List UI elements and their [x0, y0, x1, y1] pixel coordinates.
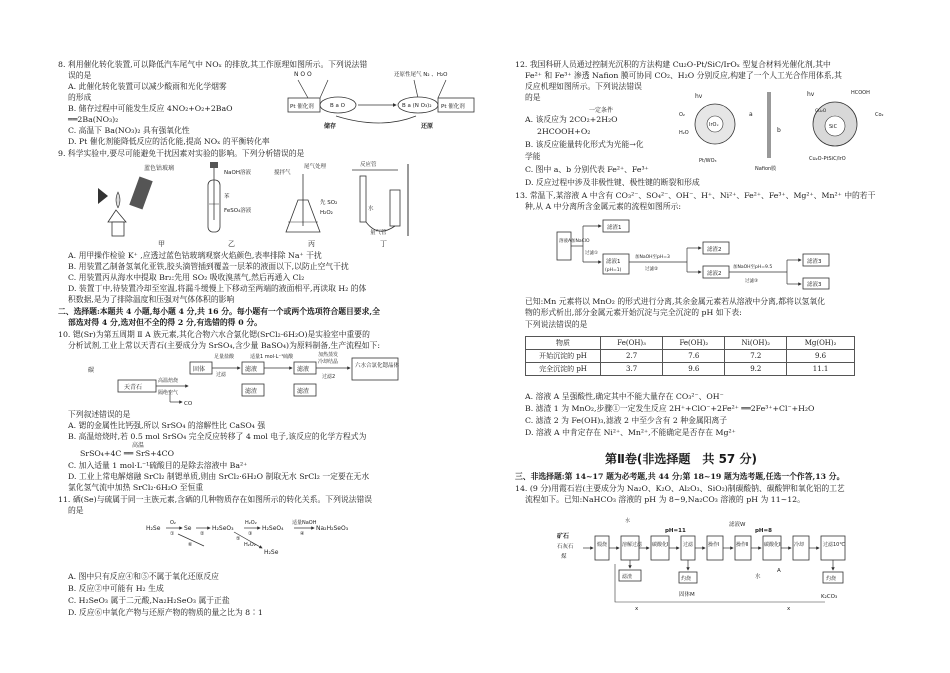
q10-filter: 过滤 [216, 372, 227, 378]
q8-fig-pt1: Pt 催化剂 [290, 104, 314, 110]
table-cell: 9.6 [787, 350, 855, 363]
q13-option-d: D. 溶液 A 中肯定存在 Ni²⁺、Mn²⁺,不能确定是否存在 Mg²⁺ [525, 428, 736, 437]
q14-k2co3: K₂CO₃ [821, 594, 838, 600]
q9-stem: 9. 科学实验中,要尽可能避免干扰因素对实验的影响。下列分析错误的是 [58, 149, 305, 158]
q8-option-b: B. 储存过程中可能发生反应 4NO₂+O₂+2BaO [68, 104, 233, 113]
table-cell: 11.1 [787, 363, 855, 376]
q13-stem-1: 13. 常温下,某溶液 A 中含有 CO₃²⁻、SO₄²⁻、OH⁻、H⁺、Ni²⁺、Fe²⁺、Fe³⁺、Mg²⁺、Mn²⁺ 中的若干 [515, 191, 876, 200]
q11-h2se: H₂Se [146, 525, 161, 532]
q9-option-c: C. 用装置丙从海水中提取 Br₂:先用 SO₂ 吸收溴蒸气,然后再通入 Cl₂ [68, 273, 305, 282]
q11-h2o2b: H₂O₂ [244, 542, 256, 548]
q13-filtrate2: 滤液2 [707, 271, 722, 277]
q13-filtrate3: 滤液3 [807, 282, 822, 288]
q12-fig-o2: O₂ [679, 112, 685, 118]
q9-fig-so2: 先 SO₂ [320, 200, 338, 206]
q9-figure [98, 160, 428, 248]
q13-ph1: (pH=1) [605, 268, 622, 273]
q10-stem-1: 10. 锶(Sr)为第五周期 Ⅱ A 族元素,其化合物六水合氯化锶(SrCl₂·6H₂O)是实验室中重要的 [58, 330, 370, 339]
q9-fig-a: 甲 [158, 240, 165, 248]
q9-fig-sulfur: H₂O₂ [320, 210, 333, 216]
q8-option-b2: ══2Ba(NO₃)₂ [68, 115, 119, 124]
q11-option-a: A. 图中只有反应④和⑤不属于氧化还原反应 [68, 572, 219, 581]
q10-filtrate: 滤液 [245, 366, 258, 373]
q9-fig-b: 乙 [228, 240, 235, 248]
q14-op3: 碳酸化Ⅱ [764, 542, 782, 548]
q13-f1: 滤渣1 [607, 225, 622, 231]
q8-fig-pt2: Pt 催化剂 [441, 104, 465, 110]
table-row [526, 363, 855, 376]
q14-solidm: 固体M [679, 592, 695, 598]
q8-stem-2: 误的是 [68, 71, 92, 80]
table-header-cell: 物质 [526, 337, 601, 350]
q9-fig-tail: 尾气处理 [304, 164, 327, 170]
q12-option-a: A. 该反应为 2CO₂+2H₂O [525, 115, 618, 124]
table-header-cell: Ni(OH)₂ [725, 337, 787, 350]
q10-solid: 固体 [193, 366, 206, 373]
section2-title: 二、选择题:本题共 4 小题,每小题 4 分,共 16 分。每小题有一个或两个选项符合题目要求,全 [58, 307, 380, 316]
q14-x2: x [787, 606, 791, 612]
q9-fig-reactor: 反应管 [360, 162, 377, 168]
q8-option-d: D. Pt 催化剂能降低反应的活化能,提高 NOₓ 的平衡转化率 [68, 137, 270, 146]
q12-stem-2: Fe²⁺ 和 Fe³⁺ 渗透 Nafion 膜可协同 CO₂、H₂O 分别反应,构建了一个人工光合作用体系,其 [525, 71, 842, 80]
q8-fig-bano: B a (N O₃)₂ [402, 103, 432, 109]
q14-water2: 水 [755, 574, 761, 580]
q11-stem-1: 11. 硒(Se)与硫属于同一主族元素,含硒的几种物质存在如图所示的转化关系。下列说法错误 [58, 495, 373, 504]
q10-acid: 适量1 mol·L⁻¹硫酸 [250, 354, 294, 360]
q11-h2seo4: H₂SeO₄ [262, 525, 284, 532]
q9-fig-h2o: 水 [368, 206, 374, 212]
q9-fig-stir: 搅拌气 [274, 170, 291, 176]
q10-option-b-eq: SrSO₄+4C ══ SrS+4CO [80, 449, 174, 458]
q11-na2seo3: Na₂H₂SeO₃ [316, 525, 349, 532]
q12-stem-3: 反应机理如图所示。下列说法错误 [525, 82, 642, 91]
q14-ph8: pH=8 [755, 528, 772, 534]
q11-o2: O₂ [170, 520, 176, 526]
q11-naoh: 适量NaOH [292, 520, 317, 526]
q13-ask: 下列说法错误的是 [525, 320, 588, 329]
q13-f2: 滤渣2 [707, 247, 722, 253]
q14-dissolve: 溶解过滤 [622, 542, 643, 548]
q10-coal: 碳 [88, 367, 95, 374]
table-cell: 9.2 [725, 363, 787, 376]
table-header-cell: Mg(OH)₂ [787, 337, 855, 350]
q11-s1: ① [170, 531, 175, 537]
q12-option-d: D. 反应过程中涉及非极性键、极性键的断裂和形成 [525, 178, 700, 187]
q12-fig-h2o: H₂O [679, 130, 689, 136]
q14-stem-1: 14. (9 分)用霞石岩(主要成分为 Na₂O、K₂O、Al₂O₃、SiO₂)制碳酸钠、碳酸钾和氧化铝的工艺 [515, 484, 845, 493]
q12-stem-1: 12. 我国科研人员通过控制光沉积的方法构建 Cu₂O-Pt/SiC/IrOₓ 型复合材料光催化剂,其中 [515, 60, 831, 69]
q13-a: 溶液A [559, 239, 572, 244]
q11-option-d: D. 反应⑥中氧化产物与还原产物的物质的量之比为 8∶1 [68, 608, 263, 617]
q13-ph95: 加NaOH至pH=9.5 [733, 265, 773, 270]
q10-ore: 天青石 [124, 384, 143, 391]
q9-option-a: A. 用甲操作检验 K⁺ ,应透过蓝色钴玻璃观察火焰颜色,表率排除 Na⁺ 干扰 [68, 251, 322, 260]
q9-fig-naoh: NaOH溶液 [224, 170, 251, 176]
q12-stem-4: 的是 [525, 93, 541, 102]
q10-condition: 高温 [132, 442, 145, 449]
q13-option-c: C. 滤渣 2 为 Fe(OH)₃,滤液 2 中至少含有 2 种金属阳离子 [525, 416, 728, 425]
q12-fig-b: b [777, 127, 781, 134]
q11-option-b: B. 反应②中可能有 H₂ 生成 [68, 584, 164, 593]
q14-cool: 冷却 [794, 542, 805, 548]
table-cell: 9.6 [663, 363, 725, 376]
q14-op1: 操作Ⅰ [708, 542, 720, 548]
q12-fig-cu: Cu₂O-PtSiC/IrO [809, 156, 846, 162]
q11-s2: ② [200, 531, 205, 537]
q13-option-a: A. 溶液 A 呈强酸性,确定其中不能大量存在 CO₃²⁻、OH⁻ [525, 392, 724, 401]
q12-fig-hcooh: HCOOH [851, 90, 870, 96]
q14-a: A [777, 568, 781, 574]
table-cell: 7.6 [663, 350, 725, 363]
q11-s6: ⑥ [188, 542, 193, 548]
q12-fig-hv1: hv [695, 93, 703, 100]
q12-option-b: B. 该反应能量转化形式为光能→化 [525, 140, 644, 149]
q10-slag: 滤渣 [297, 388, 310, 395]
q14-coal: 煤 [561, 554, 567, 560]
q12-fig-co2: Co₂ [875, 112, 884, 118]
q14-ore: 矿石 [557, 533, 570, 540]
section2-title-2: 部选对得 4 分,选对但不全的得 2 分,有选错的得 0 分。 [68, 318, 262, 327]
q13-ph-table [525, 336, 855, 376]
q10-co: CO [184, 401, 193, 407]
q8-stem-1: 8. 利用催化转化装置,可以降低汽车尾气中 NOₓ 的排放,其工作原理如图所示。下列说法错 [58, 60, 368, 69]
q13-step3: 过滤③ [745, 279, 759, 284]
table-cell: 开始沉淀的 pH [526, 350, 601, 363]
q14-filter: 过滤 [683, 542, 694, 548]
q13-f3: 滤渣3 [807, 259, 822, 265]
q8-fig-store: 储存 [324, 123, 337, 130]
q11-chain [144, 516, 364, 558]
q10-evap: 加热蒸发 [318, 352, 339, 358]
q9-option-b: B. 用装置乙制备氢氧化亚铁,胶头滴管插到覆盖一层苯的液面以下,以防止空气干扰 [68, 262, 349, 271]
q10-option-c: C. 加入适量 1 mol·L⁻¹硫酸目的是除去溶液中 Ba²⁺ [68, 461, 248, 470]
part2-title: 第Ⅱ卷(非选择题 共 57 分) [605, 452, 757, 466]
q13-step2: 过滤② [645, 267, 659, 272]
q14-burn: 灼烧 [681, 576, 692, 582]
q10-calc: 高温焙烧 [158, 378, 179, 384]
table-header-cell: Fe(OH)₃ [601, 337, 663, 350]
q10-stem-2: 分析试剂,工业上常以天青石(主要成分为 SrSO₄,含少量 BaSO₄)为原料制备,生产流程如下: [68, 341, 380, 350]
q14-x: x [635, 606, 639, 612]
q13-stem-2: 种,从 A 中分离所含金属元素的流程如图所示: [525, 202, 682, 211]
table-header-cell: Fe(OH)₂ [663, 337, 725, 350]
q9-fig-c: 丙 [308, 240, 315, 248]
q8-figure [286, 68, 486, 132]
q10-option-d: D. 工业上常电解熔融 SrCl₂ 制锶单质,则由 SrCl₂·6H₂O 制取无水 SrCl₂ 一定要在无水 [68, 472, 370, 481]
q11-s3: ③ [248, 531, 253, 537]
q8-fig-no: N O O [294, 71, 312, 78]
q10-product: 六水合氯化锶晶体 [355, 363, 400, 369]
q10-leach: 足量盐酸 [214, 354, 235, 360]
q14-ph11: pH=11 [665, 528, 686, 534]
q10-residue: 滤渣 [245, 388, 258, 395]
q13-flow [555, 212, 845, 290]
q8-option-a2: 的形成 [68, 93, 92, 102]
q12-fig-nafion: Nafion膜 [755, 166, 777, 172]
table-cell: 完全沉淀的 pH [526, 363, 601, 376]
q14-filter10: 过滤10℃ [823, 542, 845, 548]
q14-liquid: 滤液W [729, 522, 746, 528]
q12-fig-a: a [749, 111, 753, 118]
q9-fig-d: 丁 [380, 240, 387, 248]
q14-op2: 操作Ⅱ [736, 542, 749, 548]
table-cell: 7.2 [725, 350, 787, 363]
q13-ph3: 加NaOH至pH=3 [635, 255, 670, 260]
table-header-row [526, 337, 855, 350]
q12-condition: 一定条件 [589, 107, 614, 114]
q11-h2seo3: H₂SeO₃ [212, 525, 234, 532]
q14-lime: 石灰石 [557, 544, 574, 550]
q10-option-d2: 氯化氢气流中加热 SrCl₂·6H₂O 至恒重 [68, 483, 204, 492]
q8-fig-bao: B a O [330, 103, 345, 109]
q12-fig-pt: Pt/WO₃ [699, 158, 717, 164]
table-cell: 2.7 [601, 350, 663, 363]
q13-option-b: B. 滤渣 1 为 MnO₂,步骤①一定发生反应 2H⁺+ClO⁻+2Fe²⁺ ══2Fe³⁺+Cl⁻+H₂O [525, 404, 815, 413]
q12-fig-cu2: Cu₂O [815, 109, 827, 114]
q10-filt2: 过滤2 [322, 374, 336, 380]
q10-filtrate2: 滤液 [297, 366, 310, 373]
q12-option-a2: 2HCOOH+O₂ [537, 127, 591, 136]
q9-fig-benzene: 苯 [224, 194, 230, 200]
q12-fig-sic: SiC [829, 124, 838, 130]
q14-residue: 滤渣 [622, 574, 633, 580]
q9-fig-glass: 蓝色钴玻璃 [144, 165, 175, 172]
q12-option-b2: 学能 [525, 152, 541, 161]
q11-s4: ④ [300, 531, 305, 537]
q13-note-1: 已知:Mn 元素将以 MnO₂ 的形式进行分离,其余金属元素若从溶液中分离,都将以氢氧化 [525, 297, 826, 306]
q11-stem-2: 的是 [68, 506, 84, 515]
q11-s5: ⑤ [236, 536, 241, 542]
q13-filtrate1: 滤液1 [606, 259, 621, 265]
q11-se: Se [184, 525, 192, 532]
q12-fig-hv2: hv [807, 91, 815, 98]
q9-fig-burette: 量气管 [370, 230, 387, 236]
table-cell: 3.7 [601, 363, 663, 376]
q12-option-c: C. 图中 a、b 分别代表 Fe²⁺、Fe³⁺ [525, 165, 649, 174]
q14-stem-2: 流程如下。已知:NaHCO₃ 溶液的 pH 为 8~9,Na₂CO₃ 溶液的 pH 为 11~12。 [525, 495, 805, 504]
q11-h2o2: H₂O₂ [245, 520, 257, 526]
q10-flow [78, 350, 408, 408]
q8-fig-reduce: 还原 [421, 123, 434, 130]
q12-fig-ir: IrOₓ [709, 122, 719, 128]
q10-option-a: A. 锶的金属性比钙强,所以 SrSO₄ 的溶解性比 CaSO₄ 强 [68, 421, 266, 430]
q8-option-a: A. 此催化转化装置可以减少酸雨和光化学烟雾 [68, 82, 227, 91]
q11-h2se2: H₂Se [264, 549, 279, 556]
q8-option-c: C. 高温下 Ba(NO₃)₂ 具有强氧化性 [68, 126, 190, 135]
q13-naclo: 加NaClO [571, 239, 590, 244]
q9-fig-feso4: FeSO₄溶液 [224, 208, 252, 214]
q14-water: 水 [625, 518, 631, 524]
section3-title: 三、非选择题:第 14~17 题为必考题,共 44 分;第 18~19 题为选考题,任选一个作答,13 分。 [515, 472, 845, 481]
q14-calc: 煅烧 [597, 542, 608, 548]
q12-figure [675, 86, 897, 172]
q11-option-c: C. H₂SeO₃ 属于二元酸,Na₂H₂SeO₃ 属于正盐 [68, 596, 230, 605]
q14-burn2: 灼烧 [826, 576, 837, 582]
q13-step1: 过滤① [585, 251, 599, 256]
q10-ask: 下列叙述错误的是 [68, 410, 131, 419]
q9-option-d2: 积数据,是为了排除温度和压强对气体体积的影响 [68, 295, 235, 304]
q10-air: 隔绝空气 [158, 390, 179, 396]
q14-flow [555, 512, 855, 612]
q14-carb: 碳酸化Ⅰ [652, 542, 669, 548]
q9-option-d: D. 装置丁中,待装置冷却至室温,将漏斗缓慢上下移动至两端的液面相平,再读取 H₂ 的体 [68, 284, 367, 293]
table-row [526, 350, 855, 363]
q13-note-2: 物的形式析出,部分金属元素开始沉淀与完全沉淀的 pH 如下表: [525, 308, 742, 317]
q8-fig-hc: 还原性尾气 N₂ 、H₂O [394, 72, 448, 78]
q10-option-b: B. 高温焙烧时,若 0.5 mol SrSO₄ 完全反应转移了 4 mol 电子,该反应的化学方程式为 [68, 432, 367, 441]
q10-cool: 冷却结晶 [318, 359, 339, 365]
